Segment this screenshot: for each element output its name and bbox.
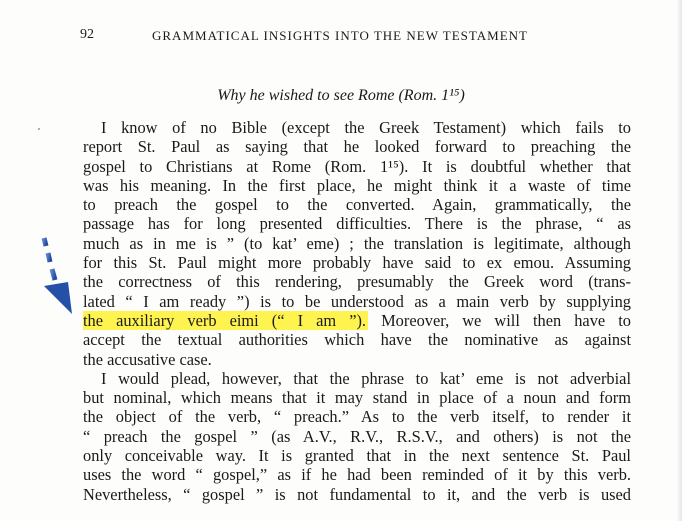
text-line-rest: Moreover, we will then have to bbox=[368, 310, 631, 330]
page-number: 92 bbox=[80, 27, 94, 42]
text-line: was his meaning. In the first place, he might think it a waste of time bbox=[83, 175, 631, 195]
speck-mark bbox=[38, 128, 40, 130]
text-line: uses the word “ gospel,” as if he had been reminded of it by this verb. bbox=[83, 465, 631, 485]
text-line: to preach the gospel to the converted. Again, grammatically, the bbox=[83, 195, 631, 215]
text-line: “ preach the gospel ” (as A.V., R.V., R.S.V., and others) is not the bbox=[83, 426, 631, 446]
text-line: the accusative case. bbox=[83, 349, 212, 369]
text-line: but nominal, which means that it may stand in place of a noun and form bbox=[83, 388, 631, 408]
section-title bbox=[0, 87, 682, 105]
text-line: Nevertheless, “ gospel ” is not fundamental to it, and the verb is used bbox=[83, 484, 631, 504]
text-line: much as in me is ” (to kat’ eme) ; the translation is legitimate, although bbox=[83, 233, 631, 253]
text-line: the object of the verb, “ preach.” As to the verb itself, to render it bbox=[83, 407, 631, 427]
text-line: passage has for long presented difficulties. There is the phrase, “ as bbox=[83, 214, 631, 234]
section-title-text: Why he wished to see Rome bbox=[217, 87, 395, 104]
body-text bbox=[83, 118, 631, 504]
highlighted-phrase: the auxiliary verb eimi (“ I am ”). bbox=[83, 310, 367, 330]
text-line: I would plead, however, that the phrase to kat’ eme is not adverbial bbox=[101, 368, 631, 388]
highlighted-text-line bbox=[83, 311, 631, 330]
page-edge bbox=[676, 0, 682, 521]
running-head: GRAMMATICAL INSIGHTS INTO THE NEW TESTAMENT bbox=[152, 28, 528, 43]
section-title-reference: (Rom. 1¹⁵) bbox=[398, 87, 465, 104]
text-line: gospel to Christians at Rome (Rom. 1¹⁵). It is doubtful whether that bbox=[83, 156, 631, 176]
dashed-arrow-down-right-icon bbox=[30, 236, 80, 320]
text-line: I know of no Bible (except the Greek Testament) which fails to bbox=[101, 118, 631, 137]
text-line: only conceivable way. It is granted that in the next sentence St. Paul bbox=[83, 446, 631, 466]
text-line: the correctness of this rendering, presumably the Greek word (trans- bbox=[83, 272, 631, 292]
text-line: accept the textual authorities which have the nominative as against bbox=[83, 330, 631, 350]
text-line: for this St. Paul might more probably have said to ex emou. Assuming bbox=[83, 253, 631, 273]
text-line: lated “ I am ready ”) is to be understood as a main verb by supplying bbox=[83, 291, 631, 311]
text-line: report St. Paul as saying that he looked forward to preaching the bbox=[83, 137, 631, 157]
